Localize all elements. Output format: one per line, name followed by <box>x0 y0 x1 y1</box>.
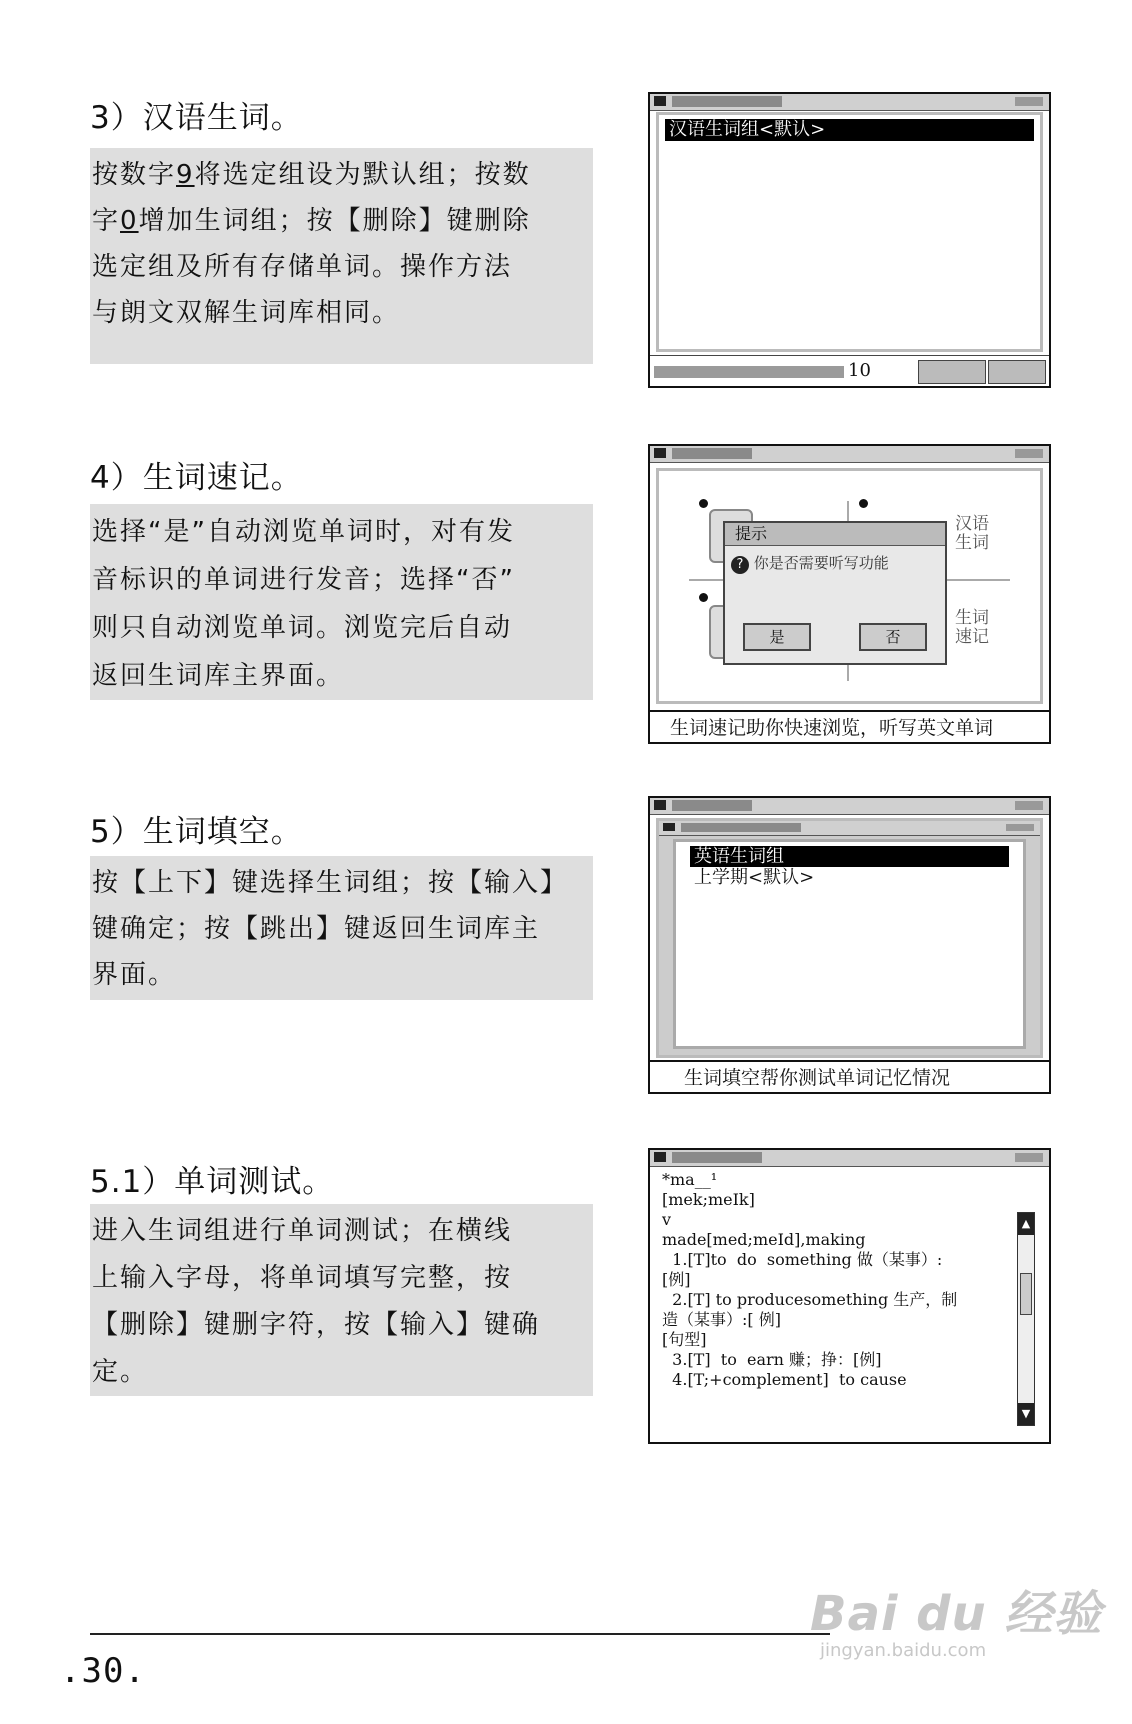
list-panel <box>656 112 1043 352</box>
section-5-1-description <box>90 1204 593 1396</box>
section-3-line-2: 字0增加生词组；按【删除】键删除 <box>92 206 531 236</box>
outer-panel <box>656 818 1043 1058</box>
section-4-description <box>90 504 593 700</box>
entry-line: [例] <box>662 1270 691 1289</box>
entry-line: 2.[T] to producesomething 生产，制 <box>662 1290 958 1309</box>
group-item-english[interactable]: 英语生词组 <box>690 846 1009 867</box>
entry-line: 造（某事）:[ 例] <box>662 1310 781 1329</box>
screenshot-word-groups <box>648 92 1051 388</box>
status-button-1[interactable] <box>918 360 986 384</box>
watermark-url: jingyan.baidu.com <box>820 1640 987 1661</box>
group-list <box>673 839 1026 1049</box>
question-icon: ? <box>731 556 749 574</box>
dialog-message: 你是否需要听写功能 <box>753 554 889 572</box>
section-5-1-line-2: 上输入字母，将单词填写完整，按 <box>92 1263 513 1293</box>
window-titlebar <box>650 94 1049 111</box>
bullet-1 <box>699 499 708 508</box>
baidu-watermark <box>810 1575 1102 1661</box>
section-4-line-3: 则只自动浏览单词。浏览完后自动 <box>92 613 513 643</box>
page-number: .30. <box>60 1651 146 1691</box>
dialog-title: 提示 <box>735 524 768 543</box>
entry-line: 3.[T] to earn 赚；挣：[例] <box>662 1350 882 1369</box>
inner-titlebar <box>659 821 1040 836</box>
section-3-line-3: 选定组及所有存储单词。操作方法 <box>92 252 513 282</box>
menu-label-quick-memorize[interactable]: 生词速记 <box>955 608 989 647</box>
entry-line[interactable]: *ma__¹ <box>662 1170 718 1189</box>
group-item-semester[interactable]: 上学期<默认> <box>694 867 815 888</box>
section-5-1-heading: 5.1）单词测试。 <box>90 1164 335 1200</box>
dialog-yes-button[interactable]: 是 <box>743 623 811 651</box>
section-5-1-line-3: 【删除】键删字符，按【输入】键确 <box>92 1310 541 1340</box>
dialog-body <box>725 546 945 580</box>
section-5-line-3: 界面。 <box>92 960 177 990</box>
screen-caption: 生词填空帮你测试单词记忆情况 <box>650 1060 1049 1092</box>
entry-line: v <box>662 1210 672 1229</box>
section-4-line-2: 音标识的单词进行发音；选择“否” <box>92 565 515 595</box>
status-bar <box>650 355 1049 386</box>
section-3-description <box>90 148 593 364</box>
entry-line: 4.[T;+complement] to cause <box>662 1370 907 1389</box>
bullet-3 <box>699 593 708 602</box>
entry-line: 1.[T]to do something 做（某事）: <box>662 1250 943 1269</box>
status-label-block <box>654 366 844 378</box>
prompt-dialog <box>723 521 947 665</box>
section-5-description <box>90 856 593 1000</box>
screenshot-word-test <box>648 1148 1051 1444</box>
window-titlebar <box>650 798 1049 815</box>
status-button-2[interactable] <box>988 360 1046 384</box>
section-4-heading: 4）生词速记。 <box>90 460 303 496</box>
window-titlebar <box>650 446 1049 463</box>
section-4-line-4: 返回生词库主界面。 <box>92 661 345 691</box>
footer-rule <box>90 1633 830 1635</box>
entry-line: made[med;meId],making <box>662 1230 866 1249</box>
screenshot-fill-blank <box>648 796 1051 1094</box>
selected-group-item[interactable]: 汉语生词组<默认> <box>665 119 1034 141</box>
section-3-line-1: 按数字9将选定组设为默认组；按数 <box>92 160 531 190</box>
section-5-1-line-4: 定。 <box>92 1357 149 1387</box>
scroll-down-icon[interactable]: ▼ <box>1018 1403 1034 1425</box>
entry-line: [mek;meIk] <box>662 1190 755 1209</box>
section-3-heading: 3）汉语生词。 <box>90 100 303 136</box>
screenshot-quick-memorize <box>648 444 1051 744</box>
scrollbar[interactable] <box>1017 1212 1035 1426</box>
section-3-line-4: 与朗文双解生词库相同。 <box>92 298 401 328</box>
status-count: 10 <box>848 360 871 381</box>
menu-label-chinese-words[interactable]: 汉语生词 <box>955 514 989 553</box>
section-5-heading: 5）生词填空。 <box>90 814 303 850</box>
scroll-up-icon[interactable]: ▲ <box>1018 1213 1034 1235</box>
watermark-brand: Bai du 经验 <box>810 1586 1103 1642</box>
dialog-no-button[interactable]: 否 <box>859 623 927 651</box>
window-titlebar <box>650 1150 1049 1167</box>
section-5-line-2: 键确定；按【跳出】键返回生词库主 <box>92 914 541 944</box>
section-5-1-line-1: 进入生词组进行单词测试；在横线 <box>92 1216 513 1246</box>
menu-panel <box>656 468 1043 704</box>
screen-caption: 生词速记助你快速浏览，听写英文单词 <box>650 710 1049 742</box>
scroll-thumb[interactable] <box>1020 1273 1032 1315</box>
section-5-line-1: 按【上下】键选择生词组；按【输入】 <box>92 868 569 898</box>
entry-line: [句型] <box>662 1330 707 1349</box>
dialog-titlebar <box>725 523 945 546</box>
section-4-line-1: 选择“是”自动浏览单词时，对有发 <box>92 517 515 547</box>
dictionary-entry <box>662 1170 1002 1390</box>
bullet-2 <box>859 499 868 508</box>
